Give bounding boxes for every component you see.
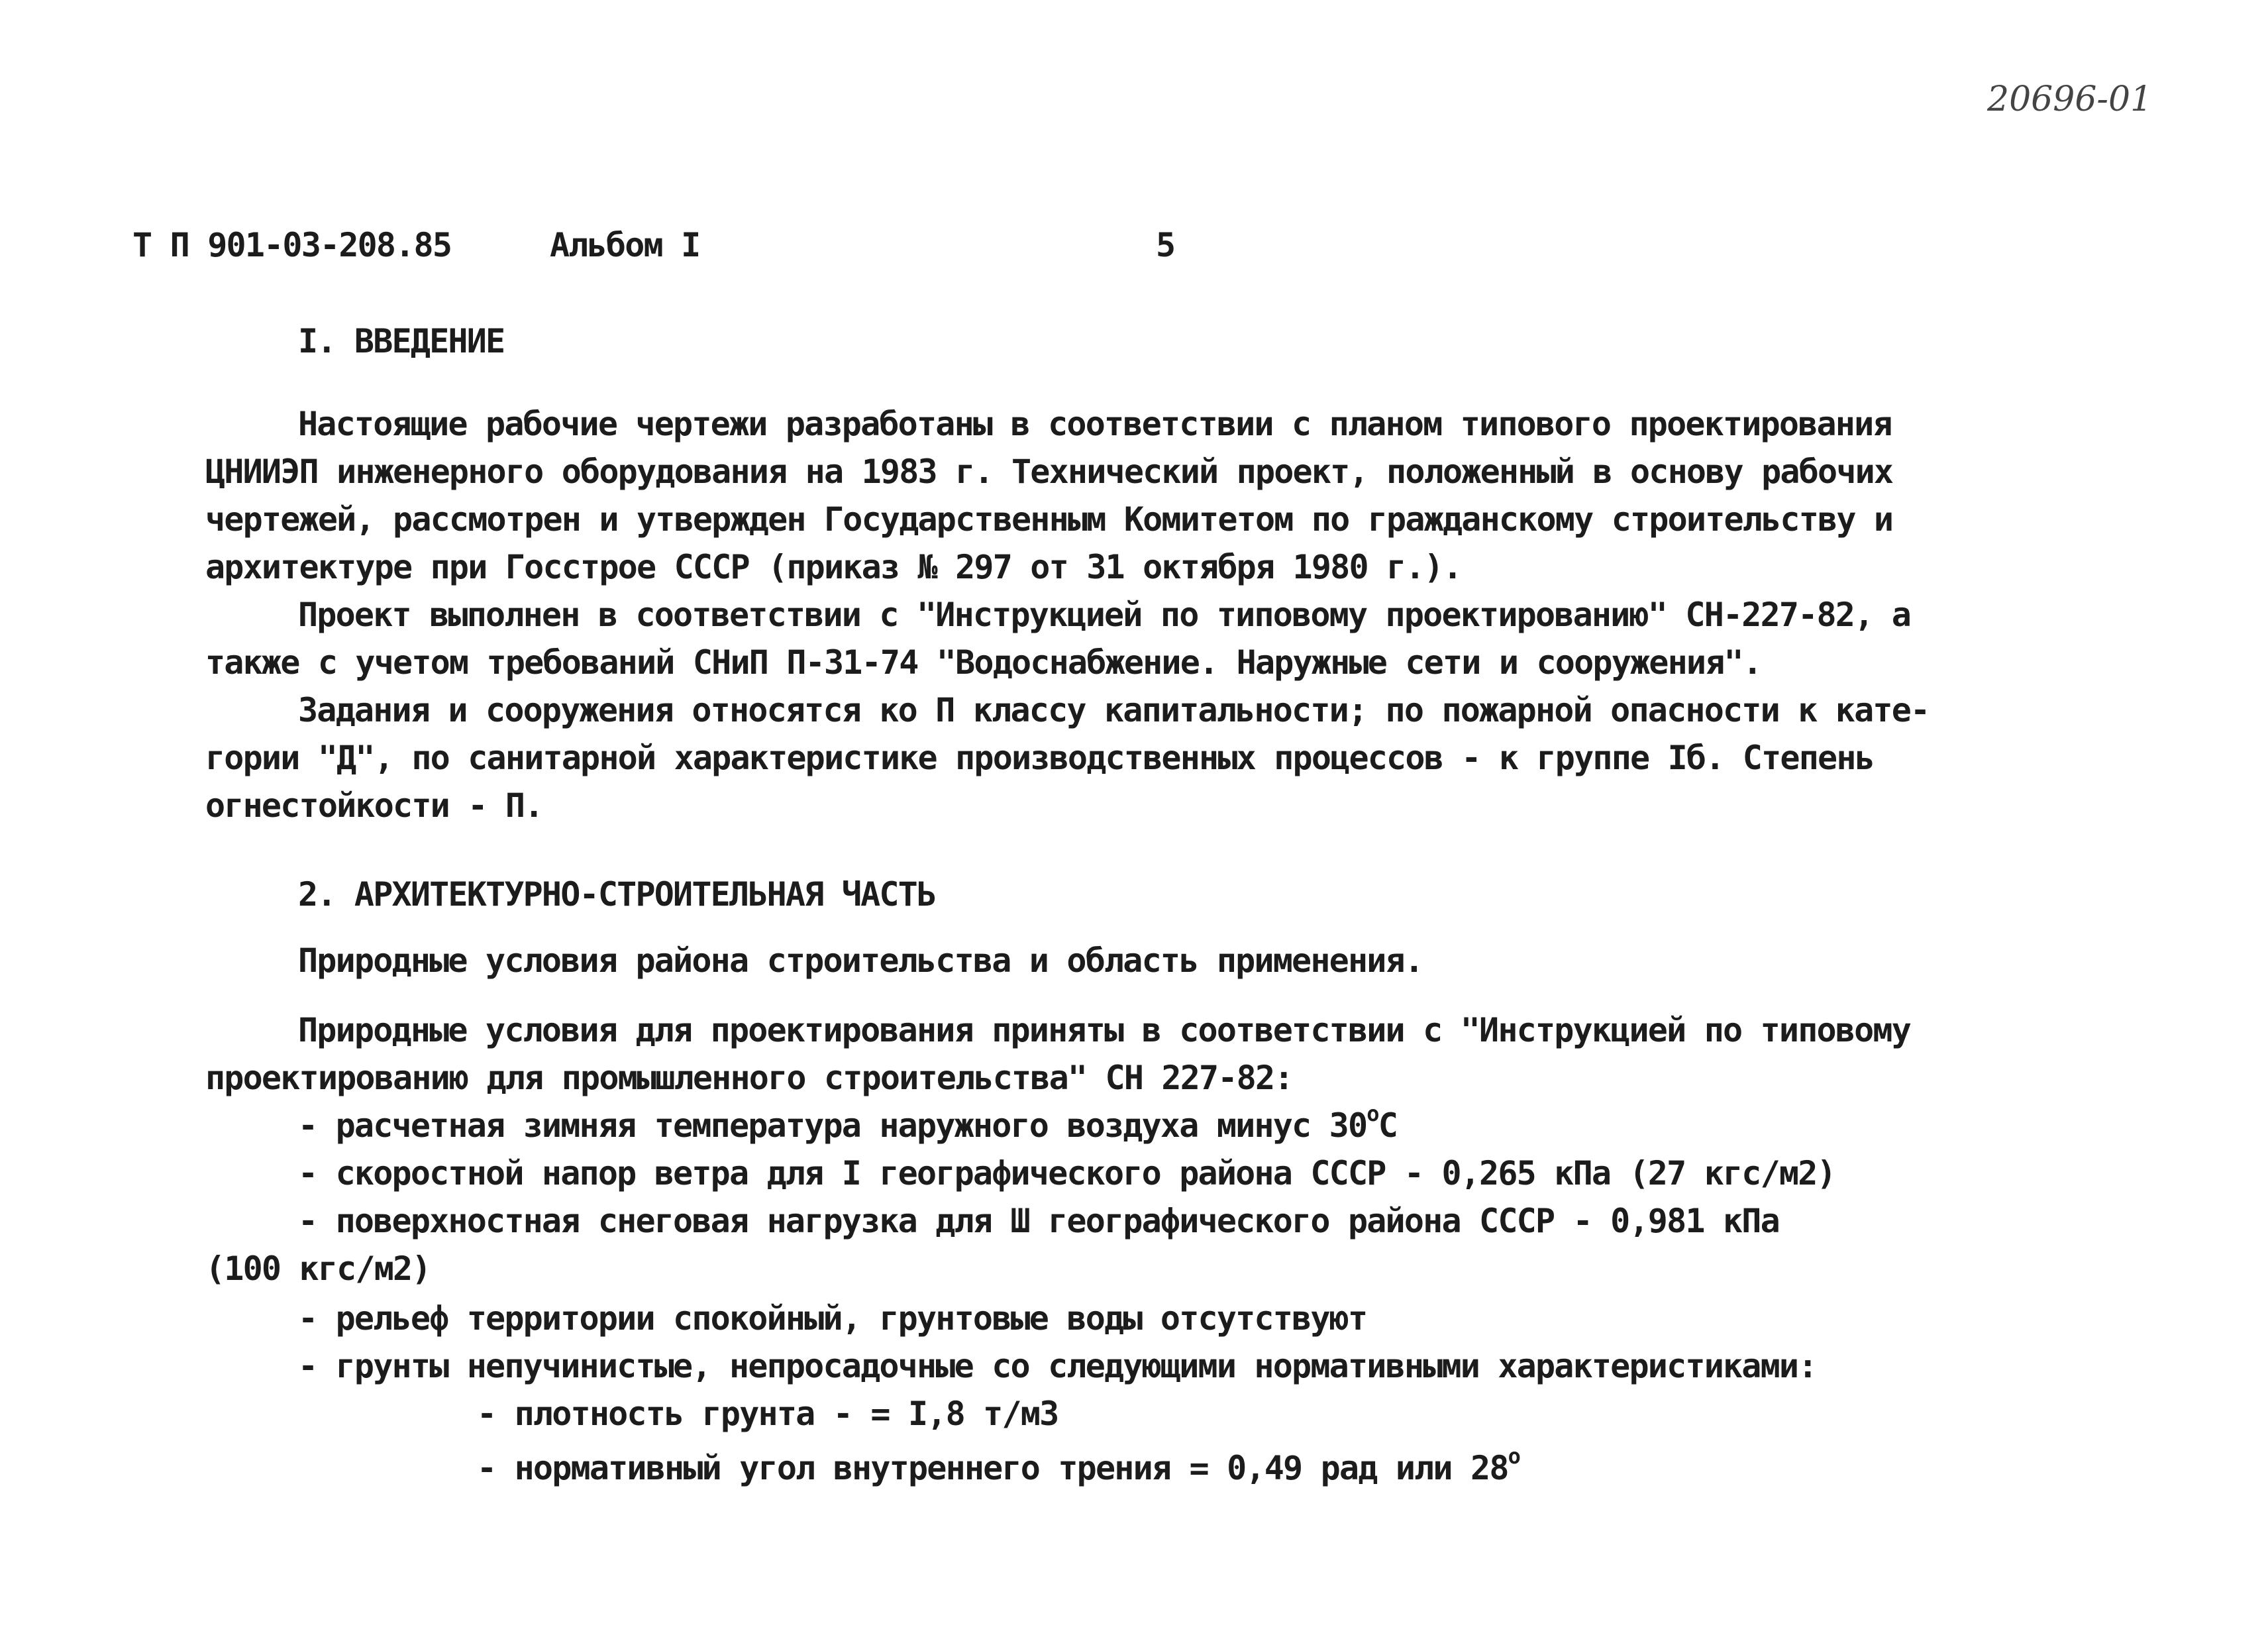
section2-line-1: Природные условия для проектирования приняты в соответствии с "Инструкцией по типовому [298, 1011, 1911, 1049]
friction-angle-text: - нормативный угол внутреннего трения = 0,49 рад или 28 [477, 1449, 1508, 1487]
section2-line-2: проектированию для промышленного строительства" СН 227-82: [205, 1059, 1293, 1097]
section2-title: 2. АРХИТЕКТУРНО-СТРОИТЕЛЬНАЯ ЧАСТЬ [298, 875, 936, 914]
album-label: Альбом I [550, 226, 700, 264]
section2-line-8: - грунты непучинистые, непросадочные со следующими нормативными характеристиками: [298, 1347, 1817, 1385]
section2-line-5: - поверхностная снеговая нагрузка для Ш географического района СССР - 0,981 кПа [298, 1202, 1779, 1240]
section2-line-3 [298, 1101, 1398, 1145]
archive-stamp-number: 20696-01 [1987, 80, 2153, 119]
section1-line-2: ЦНИИЭП инженерного оборудования на 1983 г. Технический проект, положенный в основу рабочих [205, 452, 1893, 491]
section1-line-5: Проект выполнен в соответствии с "Инструкцией по типовому проектированию" СН-227-82, а [298, 596, 1911, 634]
section2-line-7: - рельеф территории спокойный, грунтовые воды отсутствуют [298, 1299, 1367, 1338]
section2-subtitle: Природные условия района строительства и область применения. [298, 941, 1423, 980]
section2-line-6: (100 кгс/м2) [205, 1249, 431, 1288]
section2-line-4: - скоростной напор ветра для I географического района СССР - 0,265 кПа (27 кгс/м2) [298, 1154, 1835, 1192]
section1-line-3: чертежей, рассмотрен и утвержден Государственным Комитетом по гражданскому строительству и [205, 500, 1893, 539]
section1-line-6: также с учетом требований СНиП П-31-74 "Водоснабжение. Наружные сети и сооружения". [205, 643, 1762, 682]
angle-degree-sup: о [1508, 1444, 1520, 1469]
section1-title: I. ВВЕДЕНИЕ [298, 322, 505, 360]
temperature-unit: С [1378, 1106, 1398, 1145]
section2-line-10 [477, 1444, 1520, 1488]
page-number: 5 [1156, 226, 1175, 264]
section2-line-9: - плотность грунта - = I,8 т/м3 [477, 1395, 1058, 1433]
section1-line-1: Настоящие рабочие чертежи разработаны в соответствии с планом типового проектирования [298, 405, 1892, 443]
temperature-text: - расчетная зимняя температура наружного воздуха минус 30 [298, 1106, 1367, 1145]
section1-line-4: архитектуре при Госстрое СССР (приказ № 297 от 31 октября 1980 г.). [205, 548, 1462, 586]
degree-sup: о [1366, 1101, 1378, 1127]
section1-line-7: Задания и сооружения относятся ко П классу капитальности; по пожарной опасности к кате- [298, 691, 1930, 729]
section1-line-8: гории "Д", по санитарной характеристике производственных процессов - к группе Iб. Степень [205, 739, 1874, 777]
doc-code: Т П 901-03-208.85 [132, 226, 452, 264]
section1-line-9: огнестойкости - П. [205, 786, 543, 825]
